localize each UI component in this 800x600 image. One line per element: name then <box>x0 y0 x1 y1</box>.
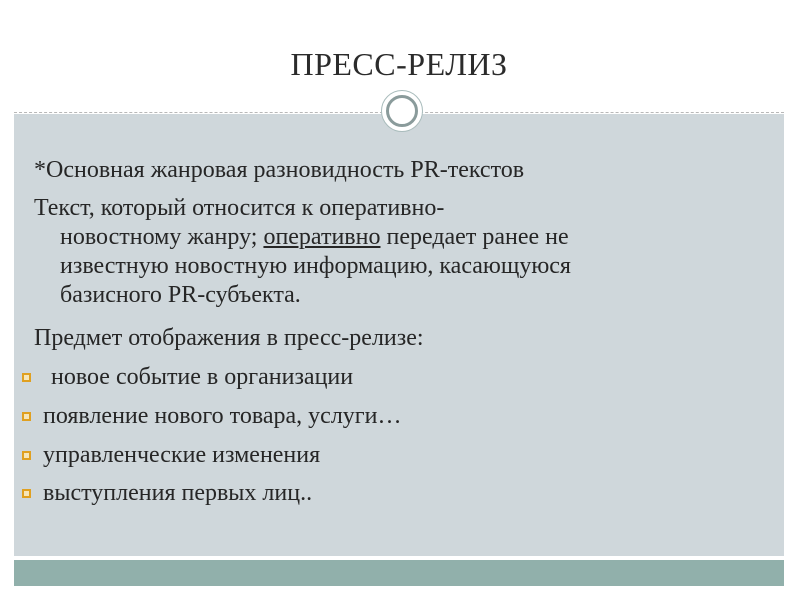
paragraph-description <box>34 194 764 310</box>
description-line-3: известную новостную информацию, касающуюся <box>60 253 571 279</box>
slide-title: ПРЕСС-РЕЛИЗ <box>290 46 508 82</box>
description-line-4: базисного PR-субъекта. <box>60 282 301 308</box>
description-line-2 <box>34 223 764 252</box>
bullet-item <box>22 479 312 508</box>
description-line-1: Текст, который относится к оперативно- <box>34 195 445 221</box>
underlined-word: оперативно <box>263 224 381 250</box>
description-line-2-start: новостному жанру; <box>60 224 264 250</box>
footer-bar <box>14 560 784 586</box>
double-circle-ornament-icon <box>381 90 423 132</box>
ornament-inner-ring <box>386 95 418 127</box>
bullet-text: новое событие в организации <box>51 364 354 390</box>
content-area <box>14 114 784 556</box>
paragraph-subject: Предмет отображения в пресс-релизе: <box>34 325 424 351</box>
bullet-item <box>22 402 401 431</box>
slide-frame <box>14 14 784 586</box>
hollow-square-bullet-icon <box>22 373 31 382</box>
hollow-square-bullet-icon <box>22 489 31 498</box>
bullet-text: управленческие изменения <box>43 442 321 468</box>
bullet-text: выступления первых лиц.. <box>43 480 313 506</box>
bullet-item <box>22 363 353 392</box>
paragraph-definition: *Основная жанровая разновидность PR-текстов <box>34 157 525 183</box>
hollow-square-bullet-icon <box>22 412 31 421</box>
bullet-text: появление нового товара, услуги… <box>43 403 402 429</box>
hollow-square-bullet-icon <box>22 451 31 460</box>
description-line-2-rest: передает ранее не <box>380 224 569 250</box>
bullet-item <box>22 441 320 470</box>
